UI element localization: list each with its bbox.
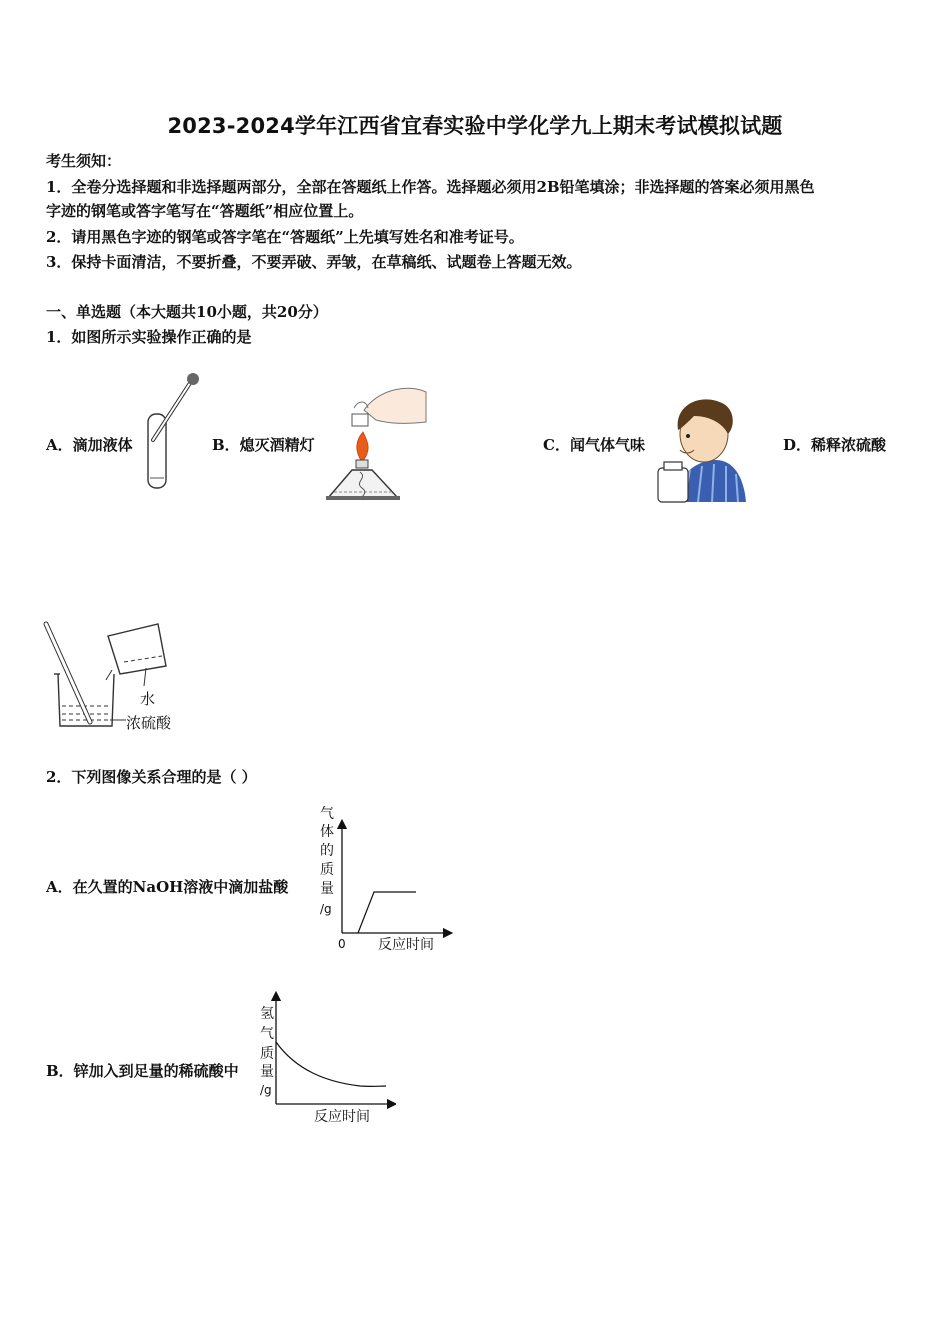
q2b-ylabel-4: 量 bbox=[260, 1064, 274, 1080]
q1-option-a[interactable]: A．滴加液体 bbox=[46, 436, 133, 454]
q2a-yunit: /g bbox=[320, 902, 332, 916]
q2-chart-a bbox=[312, 800, 454, 956]
q1-option-d[interactable]: D．稀释浓硫酸 bbox=[783, 436, 887, 454]
notice-item-1-line-2: 字迹的钢笔或答字笔写在“答题纸”相应位置上。 bbox=[46, 202, 364, 220]
q2a-origin: 0 bbox=[338, 937, 346, 951]
q2-option-b[interactable]: B．锌加入到足量的稀硫酸中 bbox=[46, 1062, 239, 1080]
q2a-ylabel-1: 气 bbox=[320, 806, 334, 822]
q2b-ylabel-3: 质 bbox=[260, 1046, 274, 1062]
question-2-stem: 2．下列图像关系合理的是（ ） bbox=[46, 768, 257, 786]
q2b-ylabel-2: 气 bbox=[260, 1026, 274, 1042]
water-label: 水 bbox=[140, 690, 156, 708]
notice-heading: 考生须知： bbox=[46, 152, 122, 170]
acid-label: 浓硫酸 bbox=[126, 714, 172, 732]
q2a-ylabel-4: 质 bbox=[320, 862, 334, 878]
q1-option-c[interactable]: C．闻气体气味 bbox=[543, 436, 645, 454]
section-heading: 一、单选题（本大题共10小题，共20分） bbox=[46, 303, 328, 321]
q2b-ylabel-1: 氢 bbox=[260, 1006, 274, 1022]
dropper-test-tube-figure bbox=[140, 370, 204, 498]
smelling-gas-figure bbox=[654, 394, 748, 506]
q2b-xlabel: 反应时间 bbox=[314, 1109, 370, 1124]
q2a-ylabel-5: 量 bbox=[320, 881, 334, 897]
q2-chart-b bbox=[256, 990, 396, 1124]
q2b-yunit: /g bbox=[260, 1083, 272, 1097]
q2-option-a[interactable]: A．在久置的NaOH溶液中滴加盐酸 bbox=[46, 878, 289, 896]
notice-item-3: 3．保持卡面清洁，不要折叠，不要弄破、弄皱，在草稿纸、试题卷上答题无效。 bbox=[46, 253, 582, 271]
q2a-ylabel-3: 的 bbox=[320, 843, 334, 859]
q2a-ylabel-2: 体 bbox=[320, 824, 334, 840]
q1-option-b[interactable]: B．熄灭酒精灯 bbox=[212, 436, 315, 454]
page-title: 2023-2024学年江西省宜春实验中学化学九上期末考试模拟试题 bbox=[167, 114, 783, 138]
alcohol-lamp-figure bbox=[320, 378, 430, 506]
notice-item-1-line-1: 1．全卷分选择题和非选择题两部分，全部在答题纸上作答。选择题必须用2B铅笔填涂；非选择题的答案必须用黑色 bbox=[46, 178, 815, 196]
question-1-stem: 1．如图所示实验操作正确的是 bbox=[46, 328, 252, 346]
dilute-acid-figure bbox=[40, 618, 190, 736]
notice-item-2: 2．请用黑色字迹的钢笔或答字笔在“答题纸”上先填写姓名和准考证号。 bbox=[46, 228, 524, 246]
q2b-hydrogen-curve bbox=[276, 1042, 386, 1086]
q2a-xlabel: 反应时间 bbox=[378, 937, 434, 953]
q2a-gas-curve bbox=[358, 892, 416, 933]
